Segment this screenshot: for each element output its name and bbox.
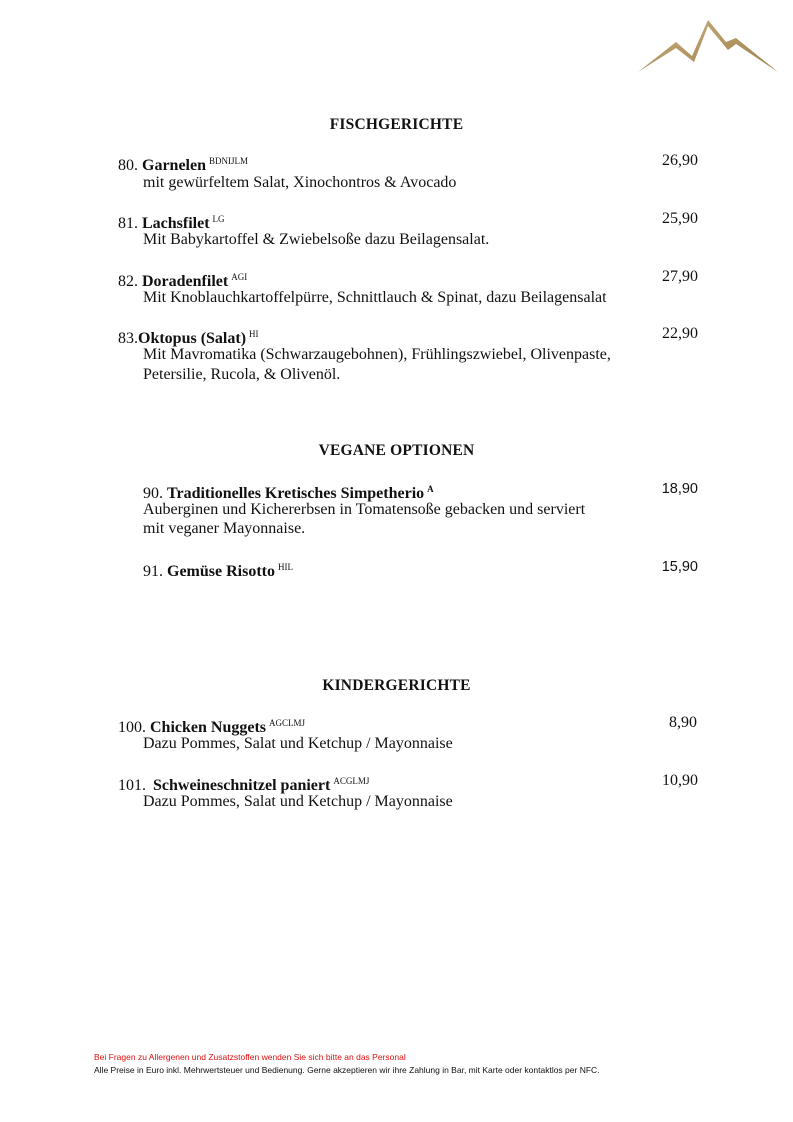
item-name: Doradenfilet	[142, 273, 229, 290]
section-title-fischgerichte: FISCHGERICHTE	[329, 116, 464, 133]
item-name: Lachsfilet	[142, 215, 210, 232]
allergen-note: Bei Fragen zu Allergenen und Zusatzstoffen wenden Sie sich bitte an das Personal	[94, 1052, 406, 1062]
item-name: Garnelen	[142, 157, 206, 174]
item-description: Mit Babykartoffel & Zwiebelsoße dazu Beilagensalat.	[143, 231, 490, 248]
item-number: 80.	[118, 157, 138, 174]
item-description: mit veganer Mayonnaise.	[143, 520, 306, 537]
allergen-codes: ACGLMJ	[333, 776, 370, 786]
allergen-codes: HI	[249, 329, 259, 339]
item-description: Dazu Pommes, Salat und Ketchup / Mayonnaise	[143, 793, 453, 810]
item-number: 83.	[118, 330, 138, 347]
allergen-codes: LG	[212, 214, 225, 224]
item-description: Mit Mavromatika (Schwarzaugebohnen), Frühlingszwiebel, Olivenpaste,	[143, 346, 611, 363]
item-price: 8,90	[669, 714, 697, 731]
item-price: 22,90	[662, 325, 698, 342]
item-price: 15,90	[661, 559, 698, 575]
item-name: Gemüse Risotto	[167, 563, 275, 580]
item-number: 91.	[143, 563, 163, 580]
menu-item-91	[143, 557, 293, 582]
item-number: 90.	[143, 485, 163, 502]
price-note: Alle Preise in Euro inkl. Mehrwertsteuer und Bedienung. Gerne akzeptieren wir ihre Zahlung in Bar, mit Karte oder kontaktlos per NFC.	[94, 1065, 600, 1075]
item-description: mit gewürfeltem Salat, Xinochontros & Avocado	[143, 174, 457, 191]
section-title-kindergerichte: KINDERGERICHTE	[322, 677, 471, 694]
item-description: Dazu Pommes, Salat und Ketchup / Mayonnaise	[143, 735, 453, 752]
mountain-logo-icon	[636, 16, 780, 74]
section-title-vegane-optionen: VEGANE OPTIONEN	[318, 442, 475, 459]
allergen-codes: HIL	[277, 562, 293, 572]
item-name: Chicken Nuggets	[150, 719, 267, 736]
allergen-codes: AGCLMJ	[269, 718, 306, 728]
item-price: 18,90	[661, 481, 698, 497]
item-name: Traditionelles Kretisches Simpetherio	[167, 485, 425, 502]
item-description: Auberginen und Kichererbsen in Tomatensoße gebacken und serviert	[143, 501, 586, 518]
allergen-codes: BDNIJLM	[209, 156, 249, 166]
allergen-codes: A	[427, 484, 434, 494]
item-description: Petersilie, Rucola, & Olivenöl.	[143, 366, 341, 383]
item-number: 82.	[118, 273, 138, 290]
item-name: Oktopus (Salat)	[138, 330, 247, 347]
allergen-codes: AGI	[231, 272, 248, 282]
item-number: 81.	[118, 215, 138, 232]
item-name: Schweineschnitzel paniert	[153, 777, 331, 794]
item-price: 27,90	[662, 268, 698, 285]
item-price: 25,90	[662, 210, 698, 227]
item-description: Mit Knoblauchkartoffelpürre, Schnittlauch & Spinat, dazu Beilagensalat	[143, 289, 607, 306]
item-price: 10,90	[662, 772, 698, 789]
item-number: 100.	[118, 719, 146, 736]
item-price: 26,90	[662, 152, 698, 169]
item-number: 101.	[118, 777, 146, 794]
